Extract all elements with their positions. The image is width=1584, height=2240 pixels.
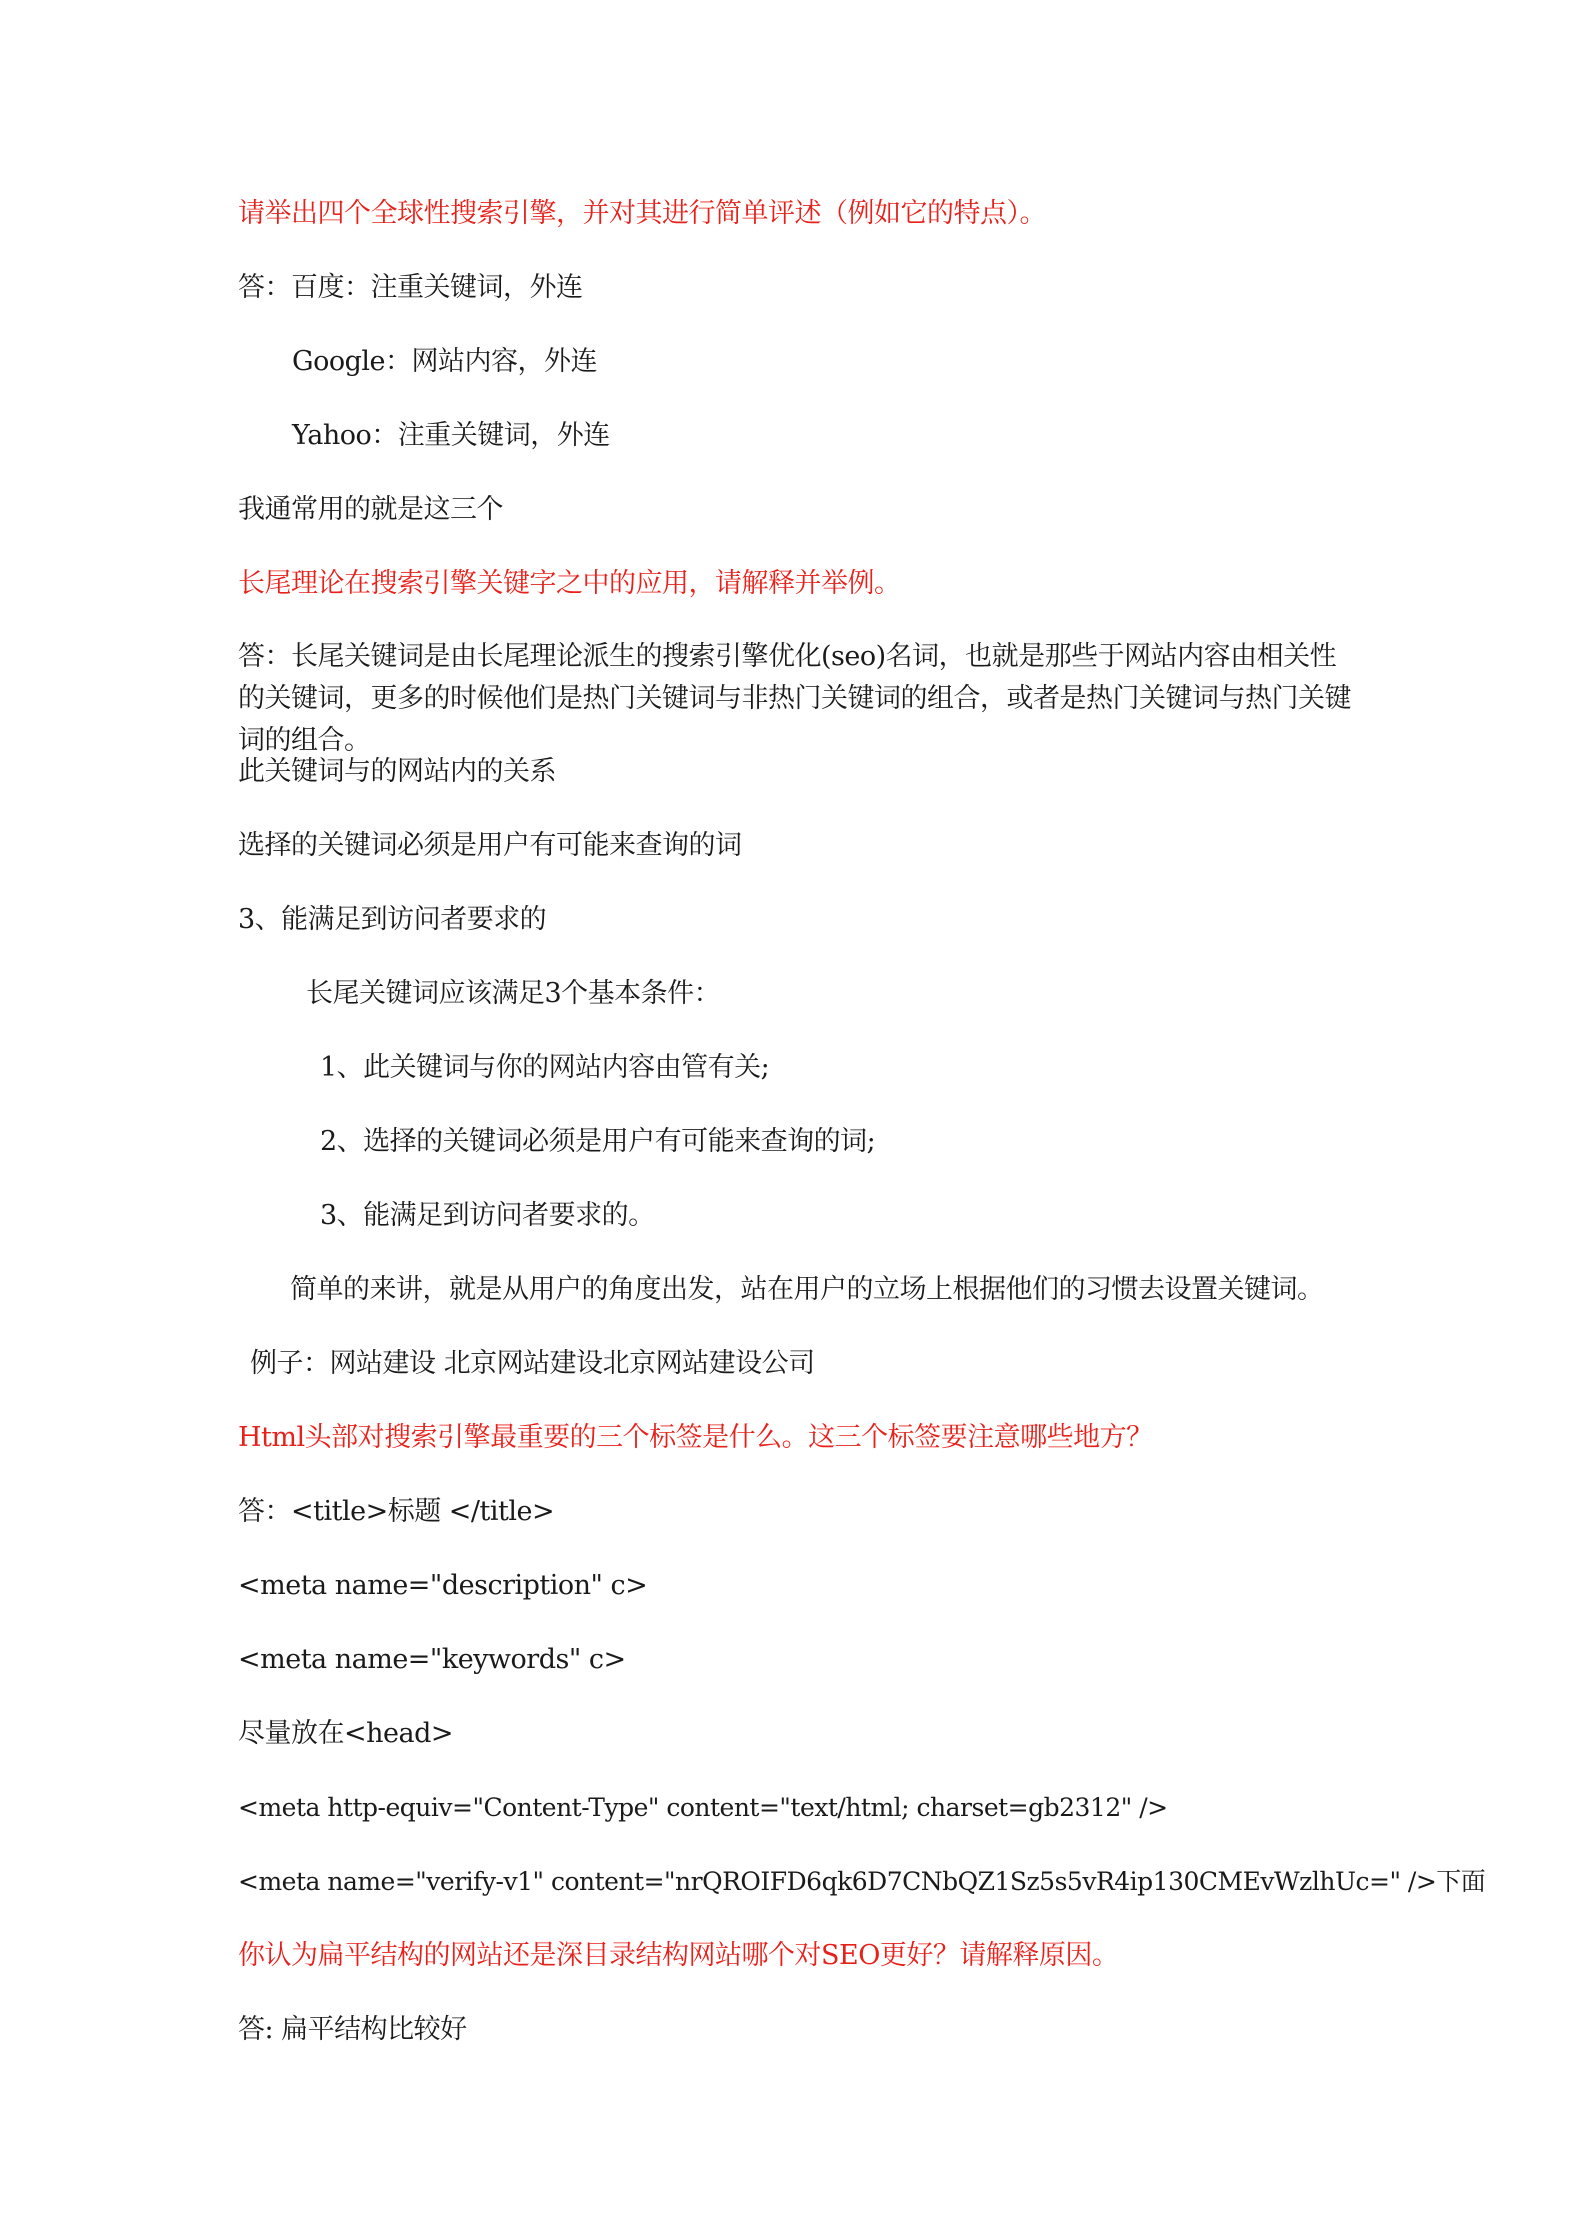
answer-2-summary: 简单的来讲，就是从用户的角度出发，站在用户的立场上根据他们的习惯去设置关键词。 [290,1274,1324,1305]
answer-1-baidu: 答：百度：注重关键词，外连 [238,272,583,303]
answer-1-note: 我通常用的就是这三个 [238,494,503,525]
answer-2-conditions-title: 长尾关键词应该满足3个基本条件： [306,978,721,1009]
answer-3-content-type-tag: <meta http-equiv="Content-Type" content="text/html; charset=gb2312" /> [238,1793,1168,1822]
answer-3-title-tag: 答：<title>标题 </title> [238,1496,555,1527]
answer-2-condition-2: 2、选择的关键词必须是用户有可能来查询的词; [320,1126,876,1157]
answer-3-verify-tag: <meta name="verify-v1" content="nrQROIFD6qk6D7CNbQZ1Sz5s5vR4ip130CMEvWzlhUc=" />下面 [238,1867,1486,1896]
question-1: 请举出四个全球性搜索引擎，并对其进行简单评述（例如它的特点）。 [238,198,1046,229]
question-4: 你认为扁平结构的网站还是深目录结构网站哪个对SEO更好？请解释原因。 [238,1940,1119,1971]
answer-2-example: 例子：网站建设 北京网站建设北京网站建设公司 [250,1348,815,1379]
question-2: 长尾理论在搜索引擎关键字之中的应用，请解释并举例。 [238,568,901,599]
answer-2-condition-3: 3、能满足到访问者要求的。 [320,1200,655,1231]
answer-1-yahoo: Yahoo：注重关键词，外连 [292,420,610,451]
answer-3-keywords-tag: <meta name="keywords" c> [238,1644,626,1675]
answer-2-line-1: 此关键词与的网站内的关系 [238,756,556,787]
answer-3-head-note: 尽量放在<head> [238,1718,453,1749]
answer-2-line-2: 选择的关键词必须是用户有可能来查询的词 [238,830,742,861]
answer-2-line-3: 3、能满足到访问者要求的 [238,904,547,935]
answer-1-google: Google：网站内容，外连 [292,346,597,377]
answer-2-paragraph: 答：长尾关键词是由长尾理论派生的搜索引擎优化(seo)名词，也就是那些于网站内容由相关性的关键词，更多的时候他们是热门关键词与非热门关键词的组合，或者是热门关键词与热门关键词的组合。 [238,641,1351,756]
answer-4: 答: 扁平结构比较好 [238,2014,467,2045]
answer-3-description-tag: <meta name="description" c> [238,1570,648,1601]
question-3: Html头部对搜索引擎最重要的三个标签是什么。这三个标签要注意哪些地方？ [238,1422,1153,1453]
answer-2-condition-1: 1、此关键词与你的网站内容由管有关; [320,1052,770,1083]
